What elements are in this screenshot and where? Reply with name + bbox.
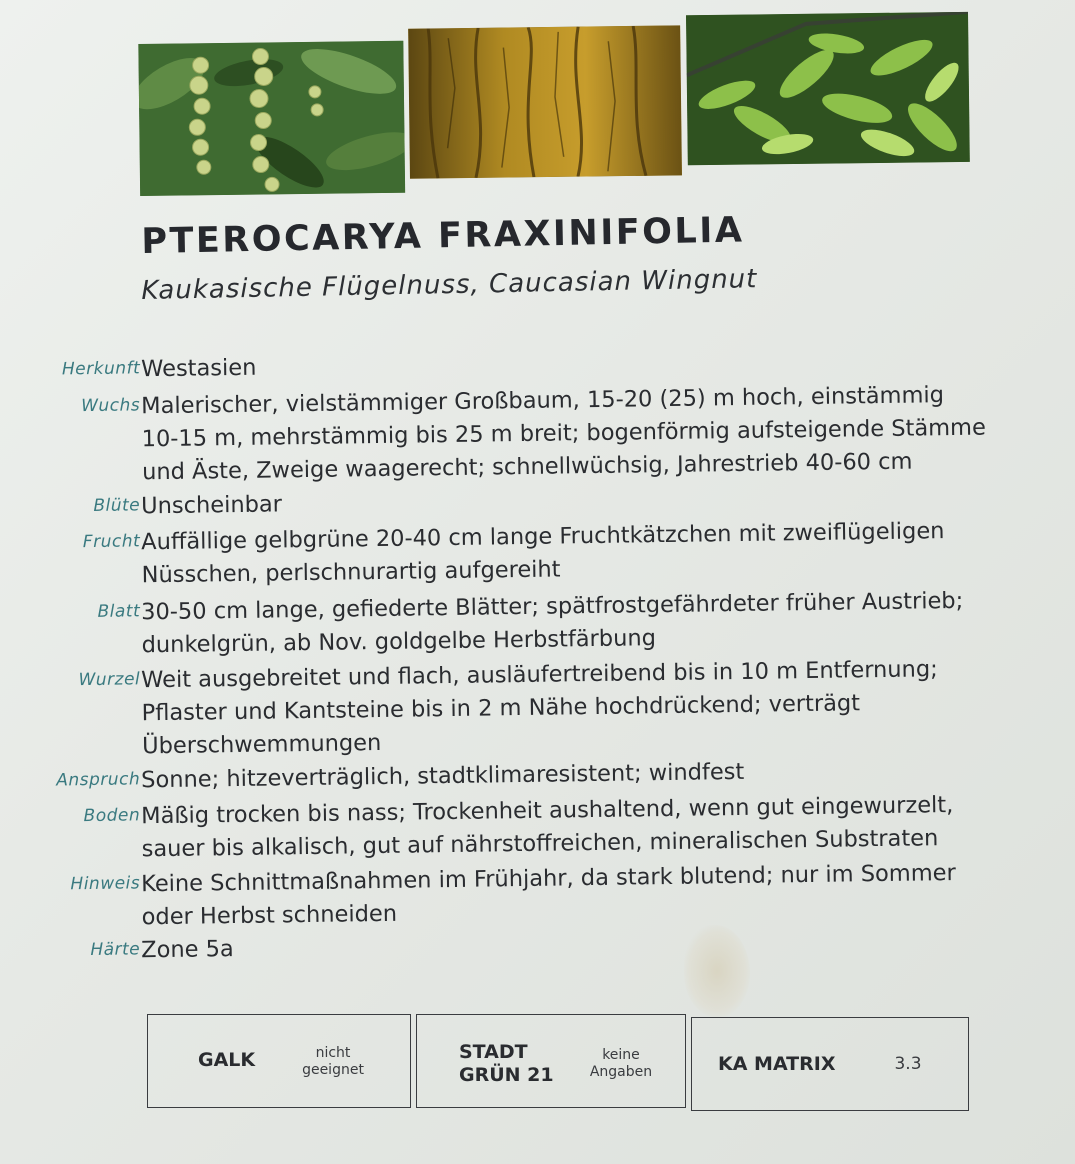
row-value-line: Zone 5a [141,936,234,964]
photo-bark [408,25,682,178]
common-name-subtitle: Kaukasische Flügelnuss, Caucasian Wingnut [141,264,758,306]
rating-name: KA MATRIX [718,1053,836,1075]
row-value-line: Pflaster und Kantsteine bis in 2 m Nähe hochdrückend; verträgt [141,690,861,727]
photo-strip [138,8,970,196]
rating-box-stadtgruen [416,1014,686,1108]
row-label: Hinweis [70,873,141,895]
row-label: Herkunft [61,358,141,380]
row-value-line: Weit ausgebreitet und flach, ausläufertreibend bis in 10 m Entfernung; [141,656,938,694]
row-value [141,857,956,934]
rating-name [459,1041,554,1087]
photo-leaves-image [686,12,970,165]
row-value [141,352,257,387]
row-value-line: Malerischer, vielstämmiger Großbaum, 15-20 (25) m hoch, einstämmig [141,382,945,420]
row-label: Blüte [93,495,141,516]
rating-value-line: keine [602,1047,640,1063]
row-value-line: Auffällige gelbgrüne 20-40 cm lange Fruchtkätzchen mit zweiflügeligen [141,518,945,556]
photo-fruit-catkins-image [138,41,405,196]
row-value-line: Keine Schnittmaßnahmen im Frühjahr, da stark blutend; nur im Sommer [141,859,956,898]
row-label: Härte [90,939,141,961]
row-value-line: Mäßig trocken bis nass; Trockenheit aushaltend, wenn gut eingewurzelt, [141,791,954,830]
rating-box-ka-matrix [691,1017,969,1111]
row-value [141,488,282,523]
row-label: Anspruch [56,769,141,791]
rating-value-line: Angaben [589,1064,653,1080]
species-title: PTEROCARYA FRAXINIFOLIA [141,210,745,262]
row-value [141,379,987,490]
rating-name: GALK [198,1049,256,1071]
row-value-line: Westasien [141,354,257,383]
row-label: Frucht [82,531,141,553]
rating-name-line: STADT [459,1041,528,1063]
row-value-line: und Äste, Zweige waagerecht; schnellwüchsig, Jahrestrieb 40-60 cm [141,448,913,486]
row-value-line: sauer bis alkalisch, gut auf nährstoffreichen, mineralischen Substraten [141,825,939,863]
photo-bark-image [408,25,682,178]
rating-value: 3.3 [894,1054,922,1074]
row-value-line: Nüsschen, perlschnurartig aufgereiht [141,556,561,589]
row-value-line: Unscheinbar [141,491,283,520]
row-value-line: Sonne; hitzeverträglich, stadtklimaresistent; windfest [141,758,745,794]
row-label: Blatt [97,601,141,622]
rating-value [298,1045,368,1079]
row-label: Wuchs [81,395,141,417]
row-value [141,585,964,662]
row-value [141,756,744,797]
row-label: Boden [83,805,141,827]
photo-fruit-catkins [138,41,405,196]
row-value-line: dunkelgrün, ab Nov. goldgelbe Herbstfärbung [141,625,657,659]
rating-value-line: nicht [315,1045,351,1061]
row-value-line: 10-15 m, mehrstämmig bis 25 m breit; bogenförmig aufsteigende Stämme [141,414,987,453]
row-value-line: Überschwemmungen [141,729,382,760]
rating-value [585,1047,657,1081]
info-row-herkunft [20,341,1020,383]
rating-box-galk [147,1014,411,1108]
rating-value-line: geeignet [302,1062,364,1078]
weather-stain [684,925,750,1017]
row-label: Wurzel [78,669,141,691]
row-value [141,789,954,866]
rating-name-line: GRÜN 21 [459,1064,554,1086]
row-value-line: oder Herbst schneiden [141,900,398,931]
row-value-line: 30-50 cm lange, gefiederte Blätter; spätfrostgefährdeter früher Austrieb; [141,587,964,626]
row-value [141,653,939,763]
photo-leaves [686,12,970,165]
row-value [141,515,945,592]
row-value [141,933,234,967]
